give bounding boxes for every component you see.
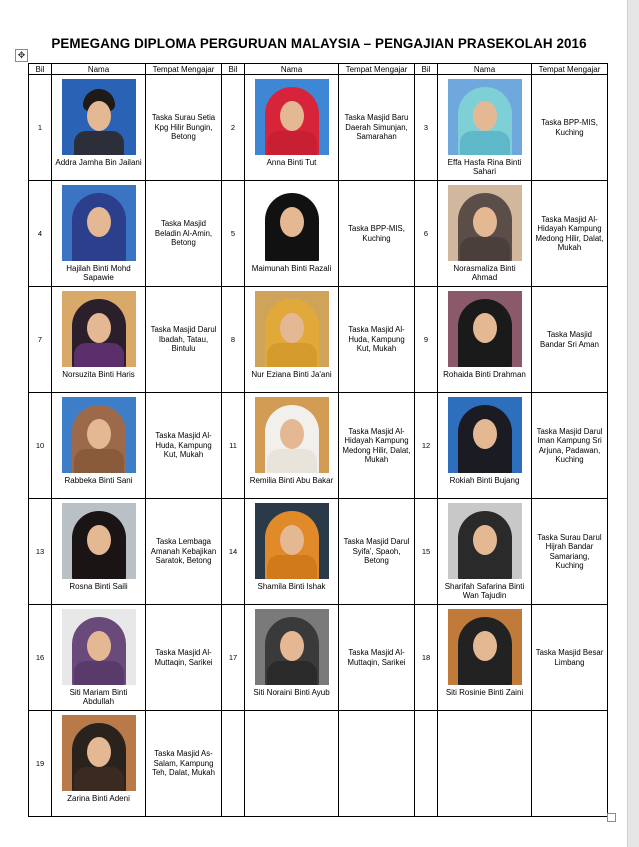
teaching-place-cell: Taska Surau Setia Kpg Hilir Bungin, Betong: [146, 75, 222, 181]
bil-cell: 17: [222, 605, 245, 711]
portrait-photo: [255, 609, 329, 685]
name-cell: [245, 499, 339, 605]
person-name: Siti Noraini Binti Ayub: [253, 688, 330, 697]
portrait-photo: [255, 397, 329, 473]
bil-cell: 3: [415, 75, 438, 181]
teaching-place-cell: Taska Masjid Al-Hidayah Kampung Medong Hilir, Dalat, Mukah: [339, 393, 415, 499]
bil-cell: 9: [415, 287, 438, 393]
bil-cell: 8: [222, 287, 245, 393]
portrait-photo: [62, 79, 136, 155]
bil-cell: 6: [415, 181, 438, 287]
name-cell: [52, 181, 146, 287]
bil-cell: 2: [222, 75, 245, 181]
bil-cell: 13: [29, 499, 52, 605]
header-bil: Bil: [415, 64, 438, 75]
person-name: Effa Hasfa Rina Binti Sahari: [447, 158, 522, 176]
portrait-photo: [62, 185, 136, 261]
name-cell: [245, 711, 339, 817]
table-row: [29, 181, 608, 287]
name-cell: [438, 393, 532, 499]
table-row: [29, 287, 608, 393]
header-bil: Bil: [29, 64, 52, 75]
teaching-place-cell: [532, 711, 608, 817]
portrait-photo: [448, 79, 522, 155]
bil-cell: 18: [415, 605, 438, 711]
name-cell: [245, 393, 339, 499]
name-cell: [52, 499, 146, 605]
person-name: Siti Rosinie Binti Zaini: [445, 688, 524, 697]
bil-cell: 12: [415, 393, 438, 499]
portrait-photo: [62, 715, 136, 791]
portrait-photo: [448, 291, 522, 367]
teaching-place-cell: Taska Masjid Beladin Al-Amin, Betong: [146, 181, 222, 287]
table-row: [29, 711, 608, 817]
person-name: Zarina Binti Adeni: [67, 794, 130, 803]
teaching-place-cell: Taska Lembaga Amanah Kebajikan Saratok, Betong: [146, 499, 222, 605]
header-bil: Bil: [222, 64, 245, 75]
name-cell: [52, 393, 146, 499]
name-cell: [245, 75, 339, 181]
name-cell: [438, 181, 532, 287]
bil-cell: 5: [222, 181, 245, 287]
teaching-place-cell: Taska Masjid Darul Ibadah, Tatau, Bintulu: [146, 287, 222, 393]
teaching-place-cell: Taska Masjid Bandar Sri Aman: [532, 287, 608, 393]
person-name: Norsuzita Binti Haris: [62, 370, 135, 379]
header-tempat: Tempat Mengajar: [339, 64, 415, 75]
bil-cell: 16: [29, 605, 52, 711]
teaching-place-cell: Taska Masjid Al-Hidayah Kampung Medong Hilir, Dalat, Mukah: [532, 181, 608, 287]
teaching-place-cell: Taska BPP-MIS, Kuching: [339, 181, 415, 287]
person-name: Sharifah Safarina Binti Wan Tajudin: [444, 582, 525, 600]
teaching-place-cell: Taska Masjid Al-Huda, Kampung Kut, Mukah: [339, 287, 415, 393]
bil-cell: 14: [222, 499, 245, 605]
person-name: Addra Jamha Bin Jailani: [55, 158, 142, 167]
portrait-photo: [448, 185, 522, 261]
person-name: Rohaida Binti Drahman: [443, 370, 526, 379]
bil-cell: [415, 711, 438, 817]
teaching-place-cell: Taska Masjid Darul Syifa', Spaoh, Betong: [339, 499, 415, 605]
teaching-place-cell: Taska Masjid Al-Muttaqin, Sarikei: [146, 605, 222, 711]
table-move-handle-icon[interactable]: ✥: [15, 49, 28, 62]
person-name: Shamila Binti Ishak: [257, 582, 326, 591]
name-cell: [438, 75, 532, 181]
portrait-photo: [62, 503, 136, 579]
teaching-place-cell: Taska Masjid Darul Iman Kampung Sri Arjuna, Padawan, Kuching: [532, 393, 608, 499]
table-resize-handle[interactable]: [607, 813, 616, 822]
teaching-place-cell: Taska BPP-MIS, Kuching: [532, 75, 608, 181]
teaching-place-cell: Taska Masjid As-Salam, Kampung Teh, Dalat, Mukah: [146, 711, 222, 817]
table-row: [29, 393, 608, 499]
header-tempat: Tempat Mengajar: [532, 64, 608, 75]
table-row: [29, 75, 608, 181]
portrait-photo: [62, 397, 136, 473]
portrait-photo: [62, 609, 136, 685]
name-cell: [52, 287, 146, 393]
person-name: Rabbeka Binti Sani: [64, 476, 133, 485]
name-cell: [438, 605, 532, 711]
teaching-place-cell: Taska Masjid Besar Limbang: [532, 605, 608, 711]
name-cell: [52, 711, 146, 817]
teaching-place-cell: Taska Surau Darul Hijrah Bandar Samariang, Kuching: [532, 499, 608, 605]
bil-cell: 7: [29, 287, 52, 393]
teaching-place-cell: Taska Masjid Baru Daerah Simunjan, Samarahan: [339, 75, 415, 181]
portrait-photo: [448, 503, 522, 579]
table-row: [29, 499, 608, 605]
name-cell: [245, 287, 339, 393]
person-name: Nur Eziana Binti Ja'ani: [251, 370, 332, 379]
name-cell: [438, 499, 532, 605]
teaching-place-cell: Taska Masjid Al-Huda, Kampung Kut, Mukah: [146, 393, 222, 499]
name-cell: [52, 75, 146, 181]
header-nama: Nama: [245, 64, 339, 75]
person-name: Rosna Binti Saili: [69, 582, 128, 591]
portrait-photo: [255, 79, 329, 155]
name-cell: [438, 287, 532, 393]
bil-cell: [222, 711, 245, 817]
bil-cell: 19: [29, 711, 52, 817]
person-name: Rokiah Binti Bujang: [449, 476, 520, 485]
portrait-photo: [448, 609, 522, 685]
person-name: Remilia Binti Abu Bakar: [249, 476, 334, 485]
bil-cell: 15: [415, 499, 438, 605]
name-cell: [438, 711, 532, 817]
bil-cell: 11: [222, 393, 245, 499]
bil-cell: 10: [29, 393, 52, 499]
portrait-photo: [255, 185, 329, 261]
table-header-row: [29, 64, 608, 75]
name-cell: [245, 181, 339, 287]
teaching-place-cell: Taska Masjid Al-Muttaqin, Sarikei: [339, 605, 415, 711]
page-title: PEMEGANG DIPLOMA PERGURUAN MALAYSIA – PENGAJIAN PRASEKOLAH 2016: [51, 36, 587, 51]
person-name: Norasmaliza Binti Ahmad: [453, 264, 516, 282]
person-name: Siti Mariam Binti Abdullah: [69, 688, 128, 706]
bil-cell: 4: [29, 181, 52, 287]
portrait-photo: [255, 503, 329, 579]
person-name: Anna Binti Tut: [266, 158, 317, 167]
header-nama: Nama: [438, 64, 532, 75]
table-row: [29, 605, 608, 711]
portrait-photo: [255, 291, 329, 367]
portrait-photo: [62, 291, 136, 367]
name-cell: [245, 605, 339, 711]
window-scrollbar-area[interactable]: [627, 0, 639, 847]
header-tempat: Tempat Mengajar: [146, 64, 222, 75]
name-cell: [52, 605, 146, 711]
teaching-place-cell: [339, 711, 415, 817]
person-name: Maimunah Binti Razali: [251, 264, 332, 273]
portrait-photo: [448, 397, 522, 473]
diploma-holders-table: [28, 63, 608, 817]
person-name: Hajilah Binti Mohd Sapawie: [66, 264, 131, 282]
header-nama: Nama: [52, 64, 146, 75]
bil-cell: 1: [29, 75, 52, 181]
